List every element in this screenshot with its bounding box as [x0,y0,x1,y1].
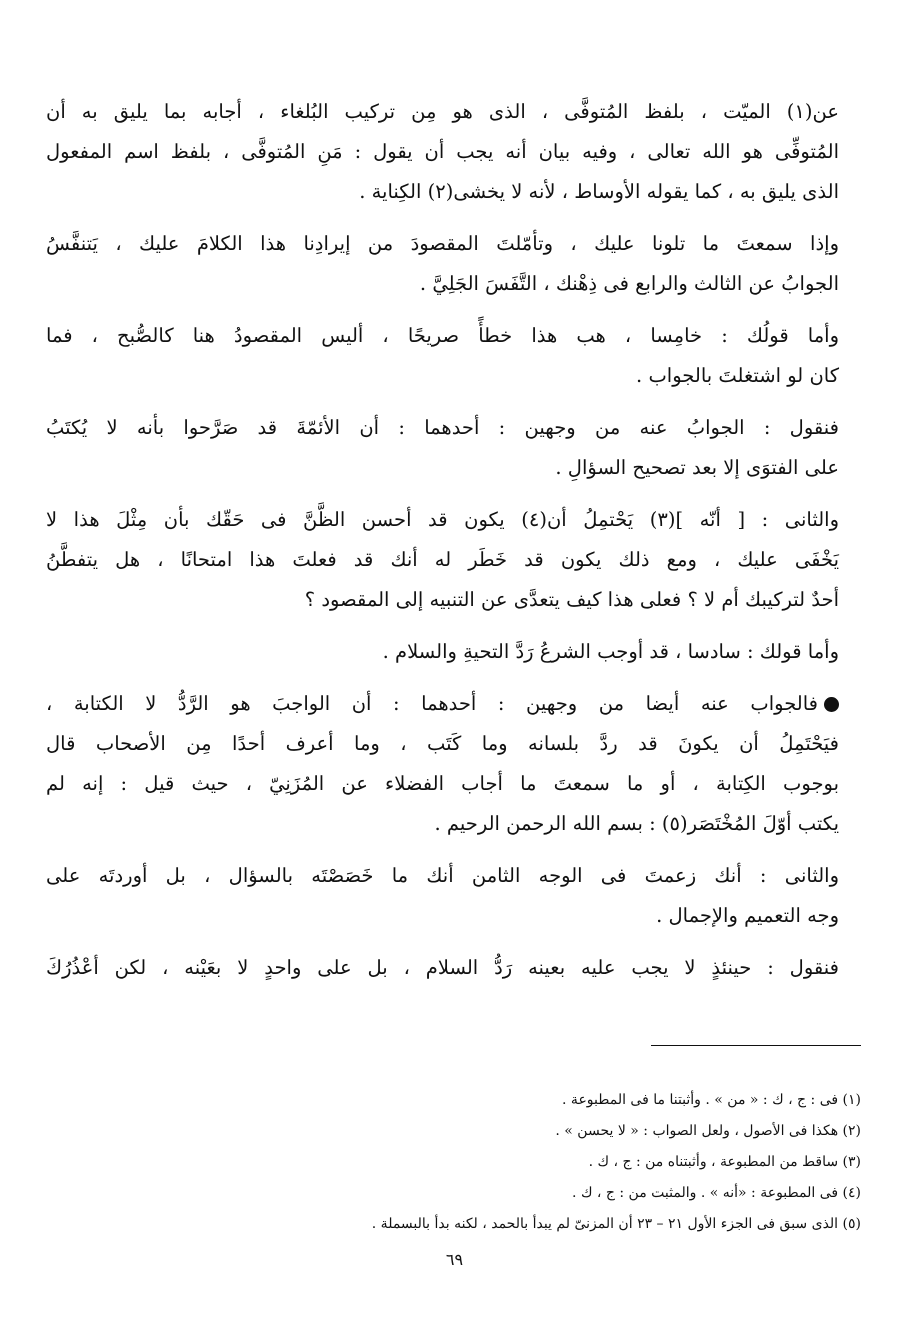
text-line: والثانى : [ أنّه ](٣) يَحْتمِلُ أن(٤) يكون قد أحسن الظَّنَّ فى حَقّك بأن مِثْلَ هذا لا [46,508,839,531]
paragraph-9 [46,948,861,988]
paragraph-7 [46,684,861,844]
paragraph-6 [46,632,861,672]
text-line: عن(١) الميّت ، بلفظ المُتوفَّى ، الذى هو مِن تركيب البُلغاء ، أجابه بما يليق به أن [46,100,839,123]
text-line: والثانى : أنك زعمتَ فى الوجه الثامن أنك ما خَصَصْتَه بالسؤال ، بل أوردتَه على [46,864,839,887]
footnote-divider [651,1045,861,1046]
text-line: فيَحْتَمِلُ أن يكونَ قد ردَّ بلسانه وما كَتَب ، وما أعرف أحدًا مِن الأصحاب قال [46,732,839,755]
bullet-dot-icon [824,697,839,712]
paragraph-3 [46,316,861,396]
text-line: وأما قولك : سادسا ، قد أوجب الشرعُ رَدَّ التحيةِ والسلام . [382,640,839,663]
paragraph-2 [46,224,861,304]
text-line: وأما قولُك : خامِسا ، هب هذا خطأً صريحًا ، أليس المقصودُ هنا كالصُّبح ، فما [46,324,839,347]
text-line: بوجوب الكِتابة ، أو ما سمعتَ ما أجاب الفضلاء عن المُزَنِيّ ، حيث قيل : إنه لم [46,772,839,795]
page-number: ٦٩ [445,1250,464,1269]
text-line-with-bullet [46,684,839,724]
text-line: على الفتوَى إلا بعد تصحيح السؤالِ . [555,456,839,479]
text-line: يكتب أوّلَ المُخْتَصَر(٥) : بسم الله الرحمن الرحيم . [434,812,839,835]
footnote: (٣) ساقط من المطبوعة ، وأثبتناه من : ج ، ك . [588,1154,861,1170]
paragraph-5 [46,500,861,620]
paragraph-8 [46,856,861,936]
paragraph-4 [46,408,861,488]
main-text [46,92,861,1000]
text-line: فنقول : الجوابُ عنه من وجهين : أحدهما : أن الأئمّةَ قد صَرَّحوا بأنه لا يُكتَبُ [46,416,839,439]
footnote: (٤) فى المطبوعة : «أنه » . والمثبت من : ج ، ك . [572,1185,861,1201]
text-line: يَخْفَى عليك ، ومع ذلك يكون قد خَطَر له أنك قد فعلتَ هذا امتحانًا ، هل يتفطَّنُ [46,548,839,571]
text-line: كان لو اشتغلتَ بالجواب . [636,364,839,387]
footnote: (٥) الذى سبق فى الجزء الأول ٢١ – ٢٣ أن المزنىّ لم يبدأ بالحمد ، لكنه بدأ بالبسملة . [371,1216,861,1232]
footnote: (٢) هكذا فى الأصول ، ولعل الصواب : « لا يحسن » . [555,1123,861,1139]
text-line: المُتوفِّى هو الله تعالى ، وفيه بيان أنه يجب أن يقول : مَنِ المُتوفَّى ، بلفظ اسم المفعول [46,140,839,163]
text-line: وإذا سمعتَ ما تلونا عليك ، وتأمّلتَ المقصودَ من إيرادِنا هذا الكلامَ عليك ، يَتنفَّسُ [46,232,839,255]
text-line: أحدٌ لتركيبك أم لا ؟ فعلى هذا كيف يتعدَّى عن التنبيه إلى المقصود ؟ [304,588,839,611]
text-line: وجه التعميم والإجمال . [656,904,839,927]
footnote: (١) فى : ج ، ك : « من » . وأثبتنا ما فى المطبوعة . [562,1092,861,1108]
text-line: الذى يليق به ، كما يقوله الأوساط ، لأنه لا يخشى(٢) الكِناية . [359,180,839,203]
text-line: فنقول : حينئذٍ لا يجب عليه بعينه رَدُّ السلام ، بل على واحدٍ لا بعَيْنه ، لكن أعْذُرُكَ [46,956,839,979]
text-line: فالجواب عنه أيضا من وجهين : أحدهما : أن الواجبَ هو الرَّدُّ لا الكتابة ، [46,692,818,715]
footnotes [46,1085,861,1240]
paragraph-1 [46,92,861,212]
text-line: الجوابُ عن الثالث والرابع فى ذِهْنك ، التَّفَسَ الجَلِيَّ . [419,272,839,295]
